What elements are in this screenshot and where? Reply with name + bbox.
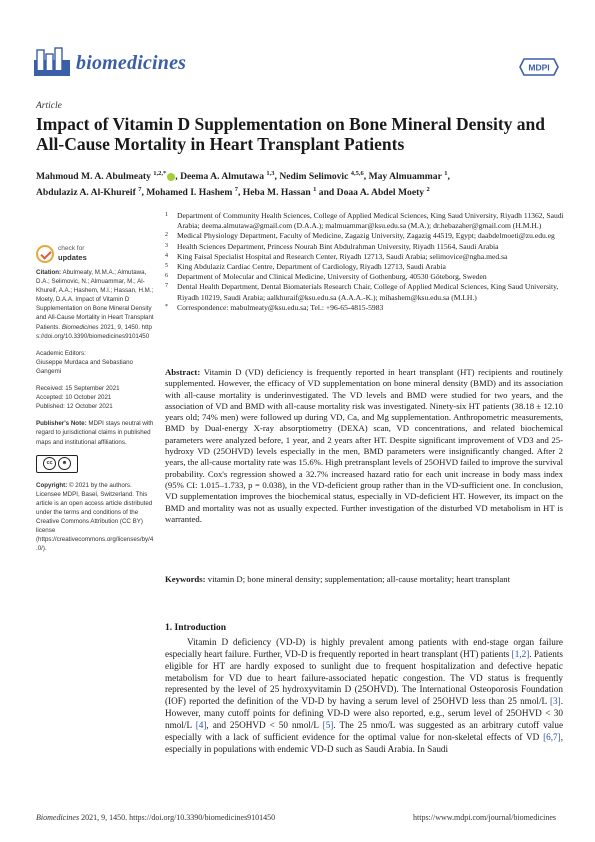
affiliation-number: 4 <box>165 252 168 259</box>
citation-doi-link[interactable]: https://doi.org/10.3390/biomedicines9101450 <box>36 323 152 340</box>
copyright-block <box>36 481 154 554</box>
affiliation-item <box>165 242 565 252</box>
citation-journal: Biomedicines <box>61 323 99 331</box>
intro-text: , especially in populations with endemic VD-D such as Saudi Arabia. In Saudi <box>165 731 563 754</box>
affiliation-list <box>165 211 565 313</box>
affiliation-item <box>165 252 565 262</box>
author-name[interactable]: Deema A. Almutawa <box>180 171 265 183</box>
citation-text: Abulmeaty, M.M.A.; Almutawa, D.A.; Selimovic, N.; Almuammar, M.; Al-Khureif, A.A.; Hashem, M.I.; Hassan, H.M.; Moety, D.A.A. Impact of Vitamin D Supplementation on Bone Mineral Density and All-Cause Mortality in Heart Transplant Patients. <box>36 269 154 331</box>
affiliation-item <box>165 262 565 272</box>
author-affil: 7 <box>234 186 238 194</box>
author-list <box>36 167 576 199</box>
received-date: Received: 15 September 2021 <box>36 385 120 393</box>
affiliation-text: Health Sciences Department, Princess Nourah Bint Abdulrahman University, Riyadh 11564, Saudi Arabia <box>177 241 499 251</box>
footer-journal: Biomedicines <box>36 813 80 822</box>
author-affil: 1,3 <box>266 170 275 177</box>
check-updates-line2: updates <box>58 253 87 262</box>
citation-link[interactable]: [1,2] <box>511 648 530 659</box>
publisher-name: MDPI <box>528 62 550 73</box>
affiliation-number: 1 <box>165 212 168 218</box>
publisher-note-label: Publisher's Note: <box>36 420 87 428</box>
affiliation-text: Department of Molecular and Clinical Medicine, University of Gothenburg, 40530 Göteborg, Sweden <box>177 272 487 282</box>
article-type: Article <box>36 101 62 111</box>
footer-citation <box>36 813 275 822</box>
section-heading-introduction: 1. Introduction <box>165 623 227 633</box>
author-name[interactable]: Mahmoud M. A. Abulmeaty <box>36 171 151 183</box>
affiliation-number: 5 <box>165 263 168 270</box>
affiliation-item <box>165 282 565 302</box>
author-affil: 1,2,* <box>153 170 167 177</box>
citation-link[interactable]: [4] <box>195 719 207 730</box>
affiliation-text: Department of Community Health Sciences, College of Applied Medical Sciences, King Saud University, Riyadh 11362, Saudi Arabia; deema.almutawa@gmail.com (D.A.A.); malmuammar@ksu.edu.sa (M.A.); dr.hebazaher@gmail.com (H.M.H.) <box>177 211 564 231</box>
paper-title: Impact of Vitamin D Supplementation on Bone Mineral Density and All-Cause Mortality in Heart Transplant Patients <box>36 114 545 154</box>
keywords <box>165 574 563 585</box>
affiliation-number: 3 <box>165 242 168 249</box>
copyright-label: Copyright: <box>36 481 68 489</box>
abstract-label: Abstract: <box>165 367 201 377</box>
publisher-note-block <box>36 419 154 446</box>
author-name[interactable]: Mohamed I. Hashem <box>146 187 233 199</box>
affiliation-item <box>165 272 565 282</box>
author-name[interactable]: Doaa A. Abdel Moety <box>336 187 425 199</box>
author-name[interactable]: Abdulaziz A. Al-Khureif <box>36 187 136 199</box>
keywords-label: Keywords: <box>165 574 206 584</box>
affiliation-item <box>165 231 565 241</box>
check-for-updates-button[interactable] <box>36 243 116 265</box>
footer-journal-url[interactable]: https://www.mdpi.com/journal/biomedicines <box>413 813 557 822</box>
affiliation-text: King Faisal Specialist Hospital and Research Center, Riyadh 12713, Saudi Arabia; selimovice@ngha.med.sa <box>177 251 508 261</box>
author-name[interactable]: May Almuammar <box>368 171 442 183</box>
abstract <box>165 367 563 525</box>
affiliation-text: Medical Physiology Department, Faculty of Medicine, Zagazig University, Zagazig 44519, Egypt; daabdelmoeti@zu.edu.eg <box>177 231 555 241</box>
affiliation-item <box>165 211 565 231</box>
author-affil: 2 <box>426 186 430 194</box>
dates-block <box>36 384 154 411</box>
sidebar-metadata <box>36 268 154 561</box>
citation-link[interactable]: [6,7] <box>543 731 561 742</box>
citation-link[interactable]: [3] <box>549 696 561 707</box>
orcid-icon[interactable] <box>167 173 175 181</box>
author-affil: 1 <box>444 170 448 177</box>
intro-text: . The 25 nmo/L was suggested as an arbitrary cutoff value especially with a lack of sufficient evidence for the optimal value for non-skeletal effects of VD <box>165 719 564 742</box>
check-updates-icon <box>36 245 54 263</box>
publisher-note-text: MDPI stays neutral with regard to jurisdictional claims in published maps and institutional affiliations. <box>36 420 154 446</box>
correspondence-item <box>165 303 565 313</box>
cc-license-icon[interactable] <box>36 455 78 473</box>
author-name[interactable]: Nedim Selimovic <box>279 171 349 183</box>
intro-text: . However, many cutoff points for defining VD-D were also reported, e.g., serum level of 25OHVD < 30 nmol/L <box>165 696 563 730</box>
affiliation-number: 7 <box>165 283 168 290</box>
author-line-1: Mahmoud M. A. Abulmeaty $^{1,2,*}$ , Deema A. Almutawa $^{1,3}$, Nedim Selimovic $^{4,5,6}$, May Almuammar $^1$, <box>36 170 450 183</box>
editors-label: Academic Editors: <box>36 349 86 357</box>
affiliation-number: 2 <box>165 232 168 239</box>
journal-logo-icon <box>34 46 70 76</box>
accepted-date: Accepted: 10 October 2021 <box>36 394 112 402</box>
mdpi-logo-icon <box>518 57 560 77</box>
intro-paragraph <box>165 637 563 755</box>
intro-text: . Patients eligible for HT are hardly exposed to sunlight due to frequent hospitalization and defective hepatic metabolism for VD due to heart failure-associated hepatic congestion. The VD status is frequently represented by the level of 25 hydroxyvitamin D (25OHVD). The International Osteoporosis Foundation (IOF) reported the definition of the VD-D by having a serum level of 25OHVD less than 25 nmol/L <box>165 648 564 707</box>
citation-link[interactable]: [5] <box>322 719 334 730</box>
editors-names: Giuseppe Murdaca and Sebastiano Gangemi <box>36 358 134 375</box>
published-date: Published: 12 October 2021 <box>36 403 113 411</box>
footer-doi[interactable]: 2021, 9, 1450. https://doi.org/10.3390/biomedicines9101450 <box>81 813 276 822</box>
cc-label: cc <box>43 457 56 470</box>
citation-block <box>36 268 154 341</box>
keywords-text: vitamin D; bone mineral density; supplementation; all-cause mortality; heart transplant <box>207 574 511 584</box>
intro-text: Vitamin D deficiency (VD-D) is highly prevalent among patients with end-stage organ failure especially heart failure. Further, VD-D is frequently reported in heart transplant (HT) patients <box>165 637 563 659</box>
citation-label: Citation: <box>36 269 62 276</box>
author-affil: 1 <box>313 186 317 194</box>
correspondence-text: Correspondence: mabulmeaty@ksu.edu.sa; Tel.: +96-65-4815-5983 <box>177 302 384 312</box>
affiliation-number: 6 <box>165 273 168 280</box>
editors-block <box>36 349 154 376</box>
author-name[interactable]: Heba M. Hassan <box>242 187 311 199</box>
author-affil: 4,5,6 <box>350 170 364 177</box>
citation-year-volume: 2021, 9, 1450. <box>100 323 140 331</box>
affiliation-number: * <box>165 303 168 310</box>
cc-by-person-icon: ☻ <box>58 457 71 470</box>
author-affil: 7 <box>138 186 142 194</box>
copyright-text: © 2021 by the authors. Licensee MDPI, Basel, Switzerland. This article is an open access article distributed under the terms and conditions of the Creative Commons Attribution (CC BY) license (https://creativecommons.org/licenses/by/4.0/). <box>36 481 154 553</box>
affiliation-text: King Abdulaziz Cardiac Centre, Department of Cardiology, Riyadh 12713, Saudi Arabia <box>177 262 446 272</box>
intro-text: , and 25OHVD < 50 nmol/L <box>206 719 319 730</box>
affiliation-text: Dental Health Department, Dental Biomaterials Research Chair, College of Applied Medical Sciences, King Saud University, Riyadh 10219, Saudi Arabia; aalkhuraif@ksu.edu.sa (A.A.A.-K.); mihashem@ksu.edu.sa (M.I.H.) <box>177 282 559 302</box>
abstract-text: Vitamin D (VD) deficiency is frequently reported in heart transplant (HT) recipients and routinely supplemented. However, the efficacy of VD supplementation on bone mineral density (BMD) and its association with all-cause mortality is underinvestigated. The VD levels and BMD were studied for two years, and the association of VD and BMD with all-cause mortality risk was investigated. Ninety-six HT patients (38.18 ± 12.10 years old; 74% men) were followed up during VD, Ca, and Mg supplementation. Anthropometric measurements, BMD by Dual-energy X-ray absorptiometry (DEXA) scan, VD concentrations, and related biochemical parameters were analyzed before, 1 year, and 2 years after HT. Despite significant improvement of VD3 and 25-hydroxy VD (25OHVD) levels especially in the men, BMD parameters were insignificantly changed. After 2 years, the all-cause mortality rate was 15.6%. High pretransplant levels of 25OHVD failed to improve the survival probability. Cox's regression showed a 32.7% increased hazard ratio for each unit increase in body mass index (95% CI: 1.015–1.733, p = 0.038), in the VD-deficient group rather than in the VD-sufficient one. In conclusion, VD supplementation improves the biochemical status, especially in VD-deficient HT. However, its impact on the BMD and mortality was not as usually expected. Further investigation of the disturbed VD metabolism in HT is warranted. <box>165 367 564 524</box>
check-updates-line1: check for <box>58 245 85 252</box>
journal-name: biomedicines <box>76 52 187 74</box>
author-line-2: Abdulaziz A. Al-Khureif $^7$, Mohamed I. Hashem $^7$, Heba M. Hassan $^1$ and Doaa A. Abdel Moety $^2$ <box>36 186 430 199</box>
